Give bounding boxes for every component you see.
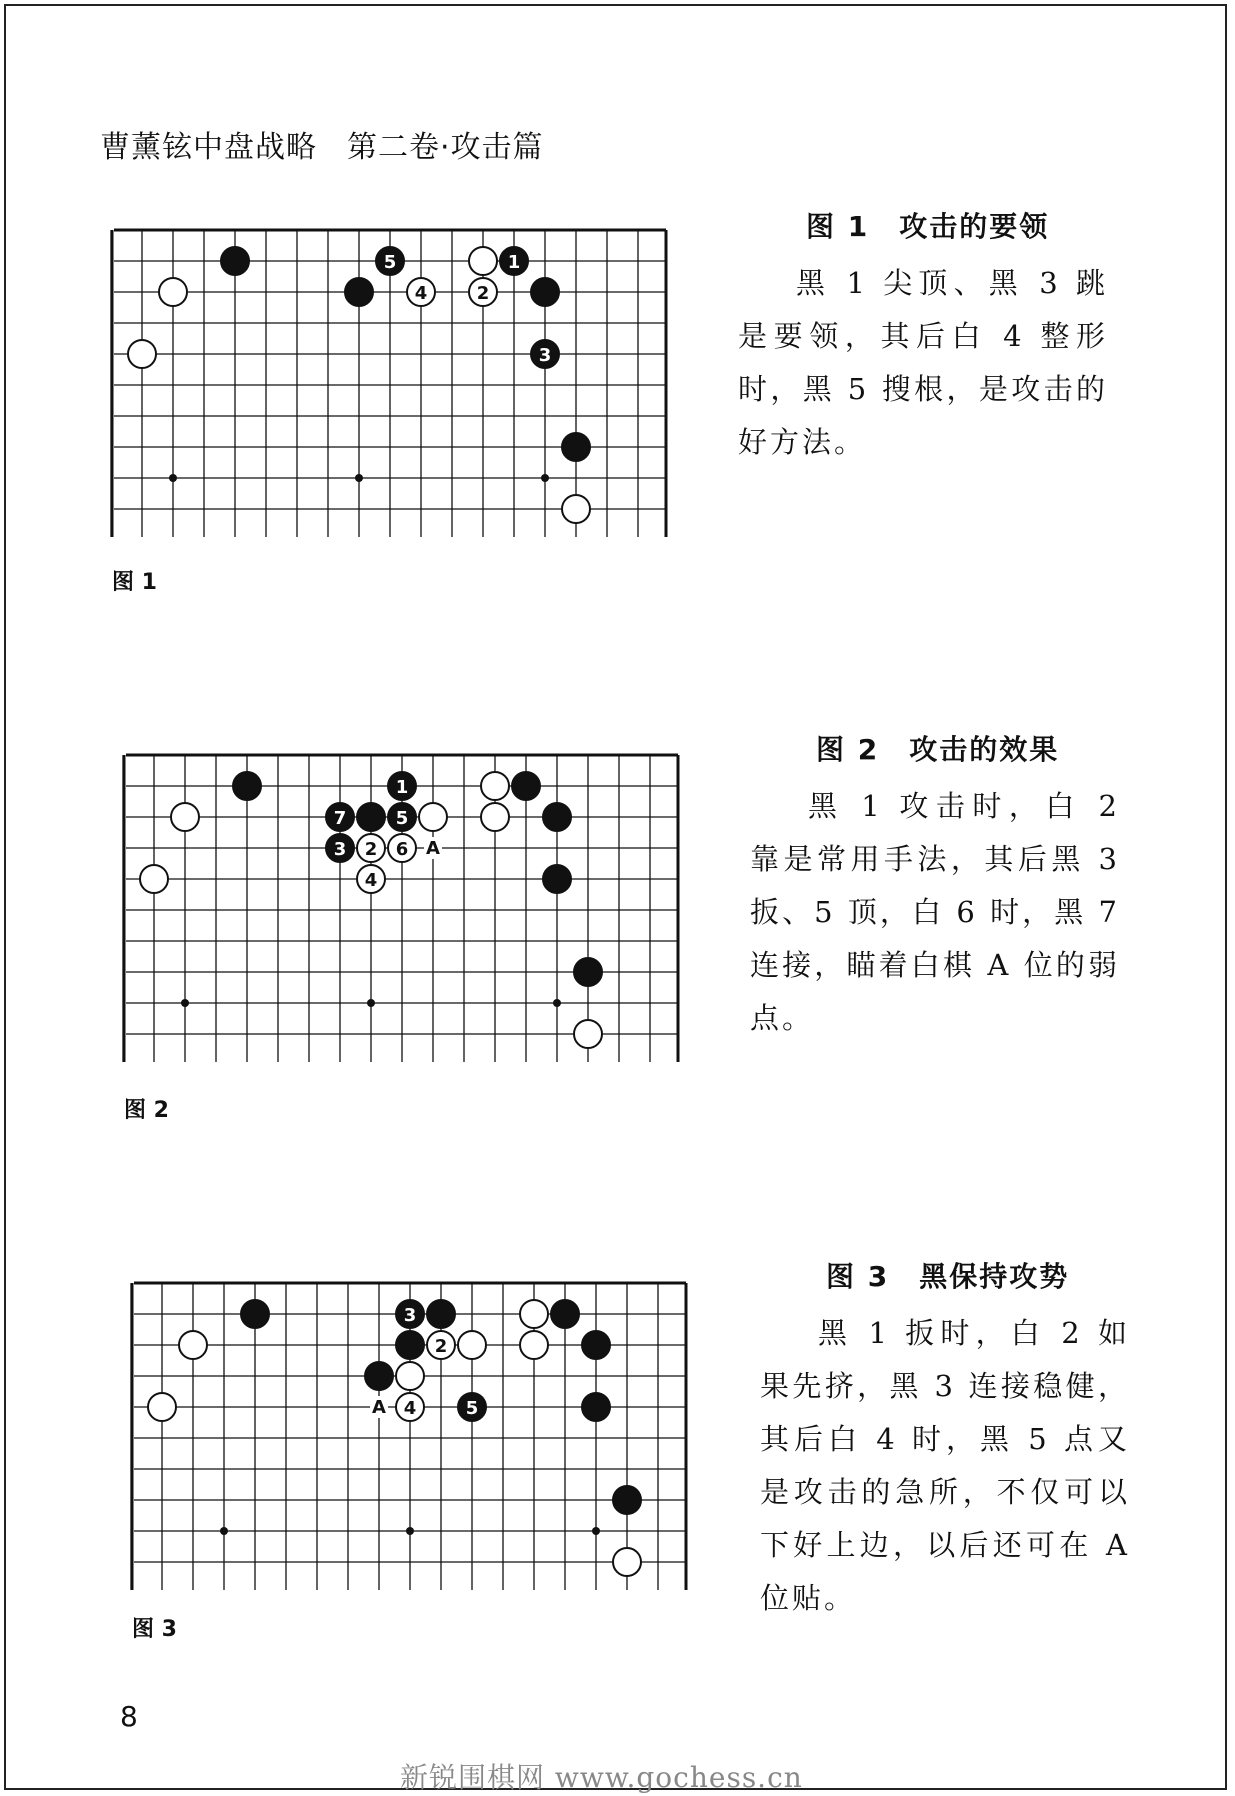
- move-number-label: 3: [403, 1305, 417, 1326]
- white-stone: [419, 803, 447, 831]
- black-stone: [613, 1486, 641, 1514]
- move-number-label: 6: [395, 839, 409, 860]
- black-stone: [233, 772, 261, 800]
- figure-commentary: [760, 1255, 1130, 1625]
- board-grid: [131, 1283, 686, 1590]
- black-stone: [427, 1300, 455, 1328]
- white-stone: [140, 865, 168, 893]
- white-stone: [469, 247, 497, 275]
- black-stone: [582, 1393, 610, 1421]
- move-number-label: 2: [364, 839, 378, 860]
- move-number-label: 1: [507, 252, 521, 273]
- point-mark-label: A: [372, 1397, 386, 1418]
- white-stone: [520, 1300, 548, 1328]
- go-board-figure-2: [120, 740, 688, 1068]
- board-grid: [123, 755, 678, 1062]
- move-number-label: 2: [476, 283, 490, 304]
- black-stone: [365, 1362, 393, 1390]
- go-board-diagram: [108, 215, 676, 543]
- figure-commentary: [750, 728, 1120, 1045]
- hoshi-point: [367, 999, 375, 1007]
- white-stone: [179, 1331, 207, 1359]
- white-stone: [613, 1548, 641, 1576]
- move-number-label: 2: [434, 1336, 448, 1357]
- hoshi-point: [355, 474, 363, 482]
- move-number-label: 1: [395, 777, 409, 798]
- move-number-label: 4: [364, 870, 378, 891]
- move-number-label: 5: [465, 1398, 479, 1419]
- black-stone: [241, 1300, 269, 1328]
- figure-caption: 图 2: [124, 1098, 169, 1123]
- black-stone: [582, 1331, 610, 1359]
- black-stone: [543, 865, 571, 893]
- figure-heading: 图 2 攻击的效果: [816, 733, 1060, 766]
- hoshi-point: [169, 474, 177, 482]
- figure-heading: 图 1 攻击的要领: [806, 210, 1050, 243]
- figure-caption: 图 3: [132, 1617, 177, 1642]
- watermark: 新锐围棋网 www.gochess.cn: [400, 1761, 803, 1794]
- move-number-label: 4: [414, 283, 428, 304]
- black-stone: [345, 278, 373, 306]
- hoshi-point: [553, 999, 561, 1007]
- black-stone: [221, 247, 249, 275]
- white-stone: [481, 772, 509, 800]
- hoshi-point: [406, 1527, 414, 1535]
- white-stone: [148, 1393, 176, 1421]
- white-stone: [171, 803, 199, 831]
- black-stone: [562, 433, 590, 461]
- go-board-diagram: [128, 1268, 696, 1596]
- black-stone: [357, 803, 385, 831]
- volume-title: 第二卷·攻击篇: [347, 130, 544, 165]
- move-number-label: 4: [403, 1398, 417, 1419]
- white-stone: [481, 803, 509, 831]
- figure-heading: 图 3 黑保持攻势: [826, 1260, 1070, 1293]
- book-title: 曹薰铉中盘战略: [100, 130, 317, 165]
- hoshi-point: [592, 1527, 600, 1535]
- go-board-figure-1: [108, 215, 676, 543]
- figure-body-text: 黑 1 尖顶、黑 3 跳是要领，其后白 4 整形时，黑 5 搜根，是攻击的好方法。: [738, 266, 1108, 459]
- white-stone: [574, 1020, 602, 1048]
- move-number-label: 7: [333, 808, 347, 829]
- figure-body-text: 黑 1 扳时，白 2 如果先挤，黑 3 连接稳健，其后白 4 时，黑 5 点又是攻击的急所，不仅可以下好上边，以后还可在 A 位贴。: [760, 1316, 1130, 1615]
- point-mark-label: A: [426, 838, 440, 859]
- board-grid: [111, 230, 666, 537]
- black-stone: [574, 958, 602, 986]
- move-number-label: 5: [395, 808, 409, 829]
- black-stone: [512, 772, 540, 800]
- figure-body-text: 黑 1 攻击时，白 2 靠是常用手法，其后黑 3 扳、5 顶，白 6 时，黑 7 连接，瞄着白棋 A 位的弱点。: [750, 789, 1120, 1035]
- hoshi-point: [541, 474, 549, 482]
- go-board-figure-3: [128, 1268, 696, 1596]
- move-number-label: 3: [333, 839, 347, 860]
- figure-commentary: [738, 205, 1108, 469]
- hoshi-point: [181, 999, 189, 1007]
- go-board-diagram: [120, 740, 688, 1068]
- running-head: [100, 122, 544, 166]
- white-stone: [458, 1331, 486, 1359]
- black-stone: [396, 1331, 424, 1359]
- black-stone: [531, 278, 559, 306]
- white-stone: [396, 1362, 424, 1390]
- black-stone: [543, 803, 571, 831]
- white-stone: [159, 278, 187, 306]
- move-number-label: 5: [383, 252, 397, 273]
- white-stone: [562, 495, 590, 523]
- figure-caption: 图 1: [112, 570, 157, 595]
- white-stone: [128, 340, 156, 368]
- page-number: 8: [120, 1700, 138, 1733]
- white-stone: [520, 1331, 548, 1359]
- black-stone: [551, 1300, 579, 1328]
- move-number-label: 3: [538, 345, 552, 366]
- hoshi-point: [220, 1527, 228, 1535]
